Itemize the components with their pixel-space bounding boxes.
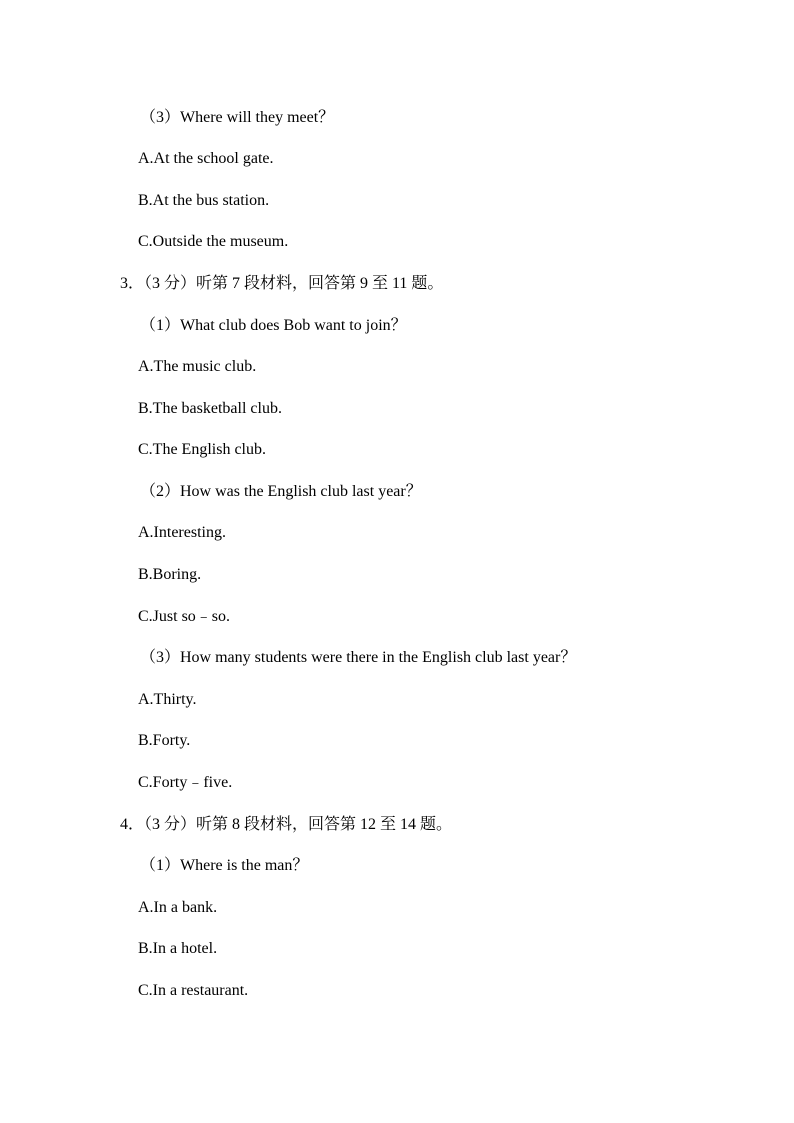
option-a: A.In a bank. [138,899,218,916]
option-c: C.The English club. [138,441,266,458]
option-c: C.Forty﹣five. [138,774,233,791]
option-b: B.In a hotel. [138,940,218,957]
option-a: A.The music club. [138,358,257,375]
question-4-heading: 4．（3 分）听第 8 段材料，回答第 12 至 14 题。 [120,816,453,833]
question-3-sub-1: （1）What club does Bob want to join？ [140,317,407,334]
question-3-sub-3: （3）How many students were there in the English club last year？ [140,649,577,666]
question-3-heading: 3．（3 分）听第 7 段材料，回答第 9 至 11 题。 [120,275,444,292]
option-c: C.In a restaurant. [138,982,249,999]
question-4-sub-1: （1）Where is the man？ [140,857,309,874]
option-b: B.At the bus station. [138,192,270,209]
option-c: C.Just so﹣so. [138,608,231,625]
option-b: B.Forty. [138,732,191,749]
option-a: A.Interesting. [138,524,226,541]
option-a: A.At the school gate. [138,150,274,167]
option-a: A.Thirty. [138,691,197,708]
option-c: C.Outside the museum. [138,233,289,250]
question-2-sub-3: （3）Where will they meet？ [140,109,335,126]
option-b: B.Boring. [138,566,202,583]
question-3-sub-2: （2）How was the English club last year？ [140,483,422,500]
option-b: B.The basketball club. [138,400,282,417]
